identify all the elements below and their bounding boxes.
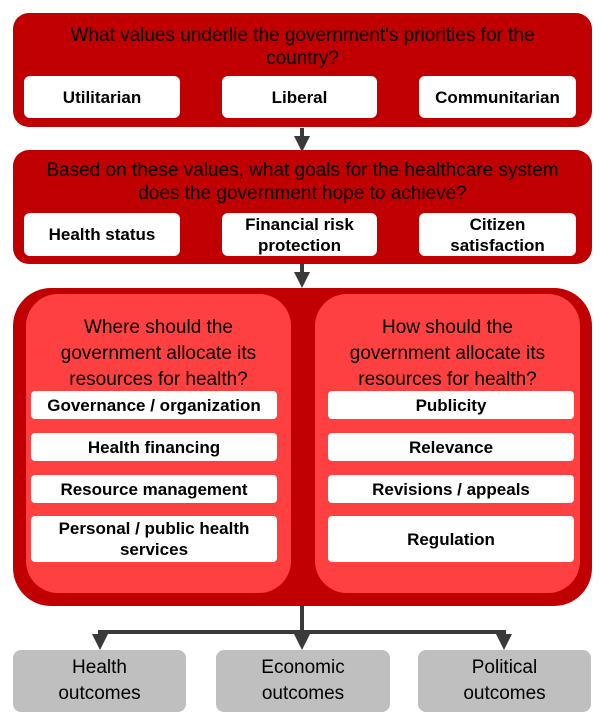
where-item-health-services: Personal / public health services	[31, 516, 277, 562]
value-option-communitarian: Communitarian	[419, 76, 576, 118]
where-question: Where should the government allocate its resources for health?	[60, 317, 257, 390]
how-item-relevance: Relevance	[328, 433, 574, 461]
values-box	[13, 13, 592, 127]
how-panel	[315, 294, 580, 593]
goal-option-health-status: Health status	[24, 213, 180, 256]
how-item-regulation: Regulation	[328, 516, 574, 562]
goals-question: Based on these values, what goals for the healthcare system does the government hope to achieve?	[46, 160, 559, 204]
values-question: What values underlie the government's priorities for the country?	[70, 25, 535, 69]
value-option-utilitarian: Utilitarian	[24, 76, 180, 118]
how-item-publicity: Publicity	[328, 391, 574, 419]
goals-box	[13, 150, 592, 264]
where-item-governance: Governance / organization	[31, 391, 277, 419]
allocation-box	[13, 288, 592, 606]
how-question: How should the government allocate its resources for health?	[349, 317, 546, 390]
where-panel	[26, 294, 291, 593]
where-item-health-financing: Health financing	[31, 433, 277, 461]
value-option-liberal: Liberal	[222, 76, 377, 118]
where-item-resource-management: Resource management	[31, 475, 277, 503]
goal-option-citizen-satisfaction: Citizen satisfaction	[419, 213, 576, 256]
outcome-political: Political outcomes	[418, 650, 591, 712]
outcome-health: Health outcomes	[13, 650, 186, 712]
how-item-revisions-appeals: Revisions / appeals	[328, 475, 574, 503]
goal-option-financial-risk-protection: Financial risk protection	[222, 213, 377, 256]
outcome-economic: Economic outcomes	[216, 650, 390, 712]
